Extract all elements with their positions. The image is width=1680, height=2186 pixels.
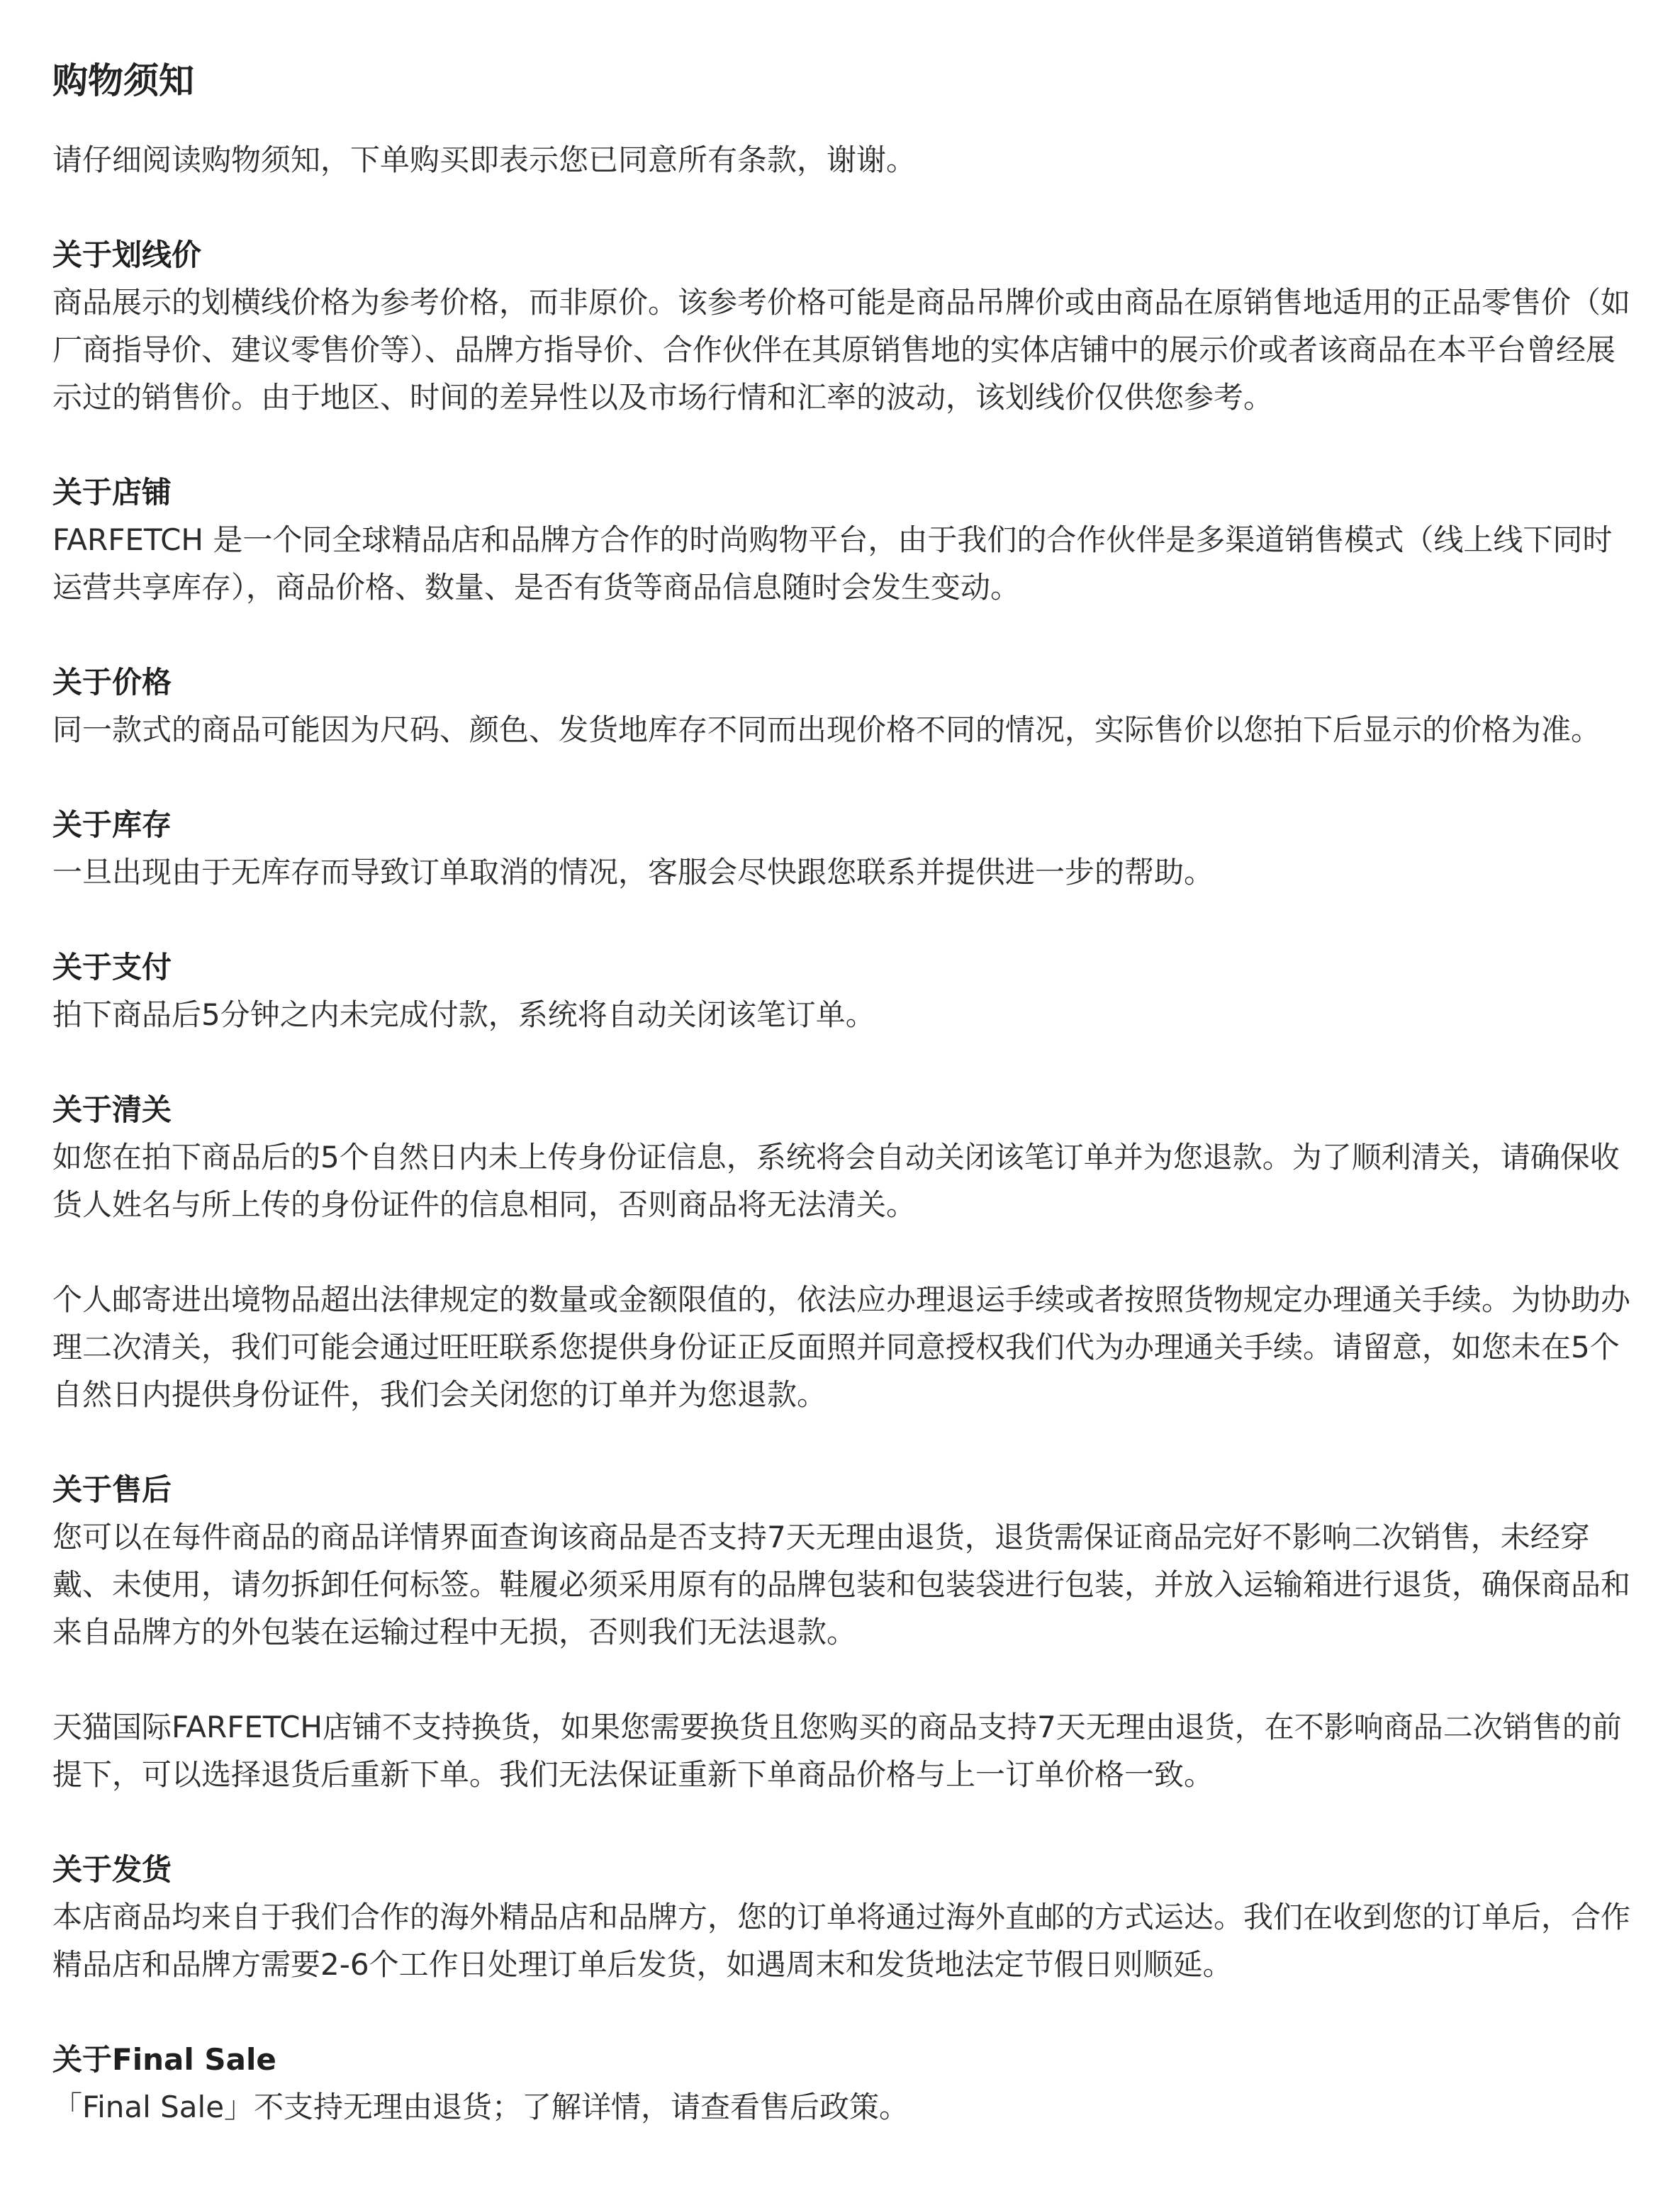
section-paragraph: 个人邮寄进出境物品超出法律规定的数量或金额限值的，依法应办理退运手续或者按照货物规定办理通关手续。为协助办理二次清关，我们可能会通过旺旺联系您提供身份证正反面照并同意授权我们代为办理通关手续。请留意，如您未在5个自然日内提供身份证件，我们会关闭您的订单并为您退款。 (52, 1282, 1631, 1412)
section-inventory (52, 801, 1640, 896)
section-final-sale (52, 2036, 1640, 2131)
section-paragraph: 本店商品均来自于我们合作的海外精品店和品牌方，您的订单将通过海外直邮的方式运达。我们在收到您的订单后，合作精品店和品牌方需要2-6个工作日处理订单后发货，如遇周末和发货地法定节假日则顺延。 (52, 1900, 1631, 1982)
section-heading: 关于店铺 (52, 475, 172, 510)
section-paragraph: 如您在拍下商品后的5个自然日内未上传身份证信息，系统将会自动关闭该笔订单并为您退款。为了顺利清关，请确保收货人姓名与所上传的身份证件的信息相同，否则商品将无法清关。 (52, 1140, 1620, 1222)
section-paragraph: 同一款式的商品可能因为尺码、颜色、发货地库存不同而出现价格不同的情况，实际售价以您拍下后显示的价格为准。 (52, 712, 1601, 747)
section-paragraph: FARFETCH 是一个同全球精品店和品牌方合作的时尚购物平台，由于我们的合作伙伴是多渠道销售模式（线上线下同时运营共享库存），商品价格、数量、是否有货等商品信息随时会发生变动。 (52, 522, 1613, 605)
section-heading: 关于划线价 (52, 237, 202, 272)
section-heading: 关于售后 (52, 1472, 172, 1507)
section-after-sales (52, 1466, 1640, 1798)
section-payment (52, 943, 1640, 1038)
section-heading: 关于支付 (52, 950, 172, 985)
section-store (52, 469, 1640, 611)
section-price (52, 658, 1640, 753)
section-heading: 关于清关 (52, 1092, 172, 1127)
section-paragraph: 商品展示的划横线价格为参考价格，而非原价。该参考价格可能是商品吊牌价或由商品在原销售地适用的正品零售价（如厂商指导价、建议零售价等）、品牌方指导价、合作伙伴在其原销售地的实体店铺中的展示价或者该商品在本平台曾经展示过的销售价。由于地区、时间的差异性以及市场行情和汇率的波动，该划线价仅供您参考。 (52, 285, 1631, 415)
intro-text: 请仔细阅读购物须知，下单购买即表示您已同意所有条款，谢谢。 (52, 142, 917, 177)
section-paragraph: 您可以在每件商品的商品详情界面查询该商品是否支持7天无理由退货，退货需保证商品完好不影响二次销售，未经穿戴、未使用，请勿拆卸任何标签。鞋履必须采用原有的品牌包装和包装袋进行包装，并放入运输箱进行退货，确保商品和来自品牌方的外包装在运输过程中无损，否则我们无法退款。 (52, 1520, 1631, 1649)
section-customs (52, 1086, 1640, 1418)
section-heading: 关于发货 (52, 1852, 172, 1887)
section-strikethrough-price (52, 231, 1640, 421)
section-heading: 关于库存 (52, 807, 172, 842)
section-heading: 关于价格 (52, 665, 172, 700)
section-shipping (52, 1846, 1640, 1988)
section-paragraph: 「Final Sale」不支持无理由退货；了解详情，请查看售后政策。 (52, 2090, 909, 2124)
shopping-notice-document (52, 52, 1640, 2131)
page-title: 购物须知 (52, 60, 194, 101)
section-paragraph: 天猫国际FARFETCH店铺不支持换货，如果您需要换货且您购买的商品支持7天无理由退货，在不影响商品二次销售的前提下，可以选择退货后重新下单。我们无法保证重新下单商品价格与上一订单价格一致。 (52, 1710, 1622, 1792)
section-paragraph: 一旦出现由于无库存而导致订单取消的情况，客服会尽快跟您联系并提供进一步的帮助。 (52, 855, 1214, 890)
section-paragraph: 拍下商品后5分钟之内未完成付款，系统将自动关闭该笔订单。 (52, 997, 875, 1032)
section-heading: 关于Final Sale (52, 2042, 276, 2077)
